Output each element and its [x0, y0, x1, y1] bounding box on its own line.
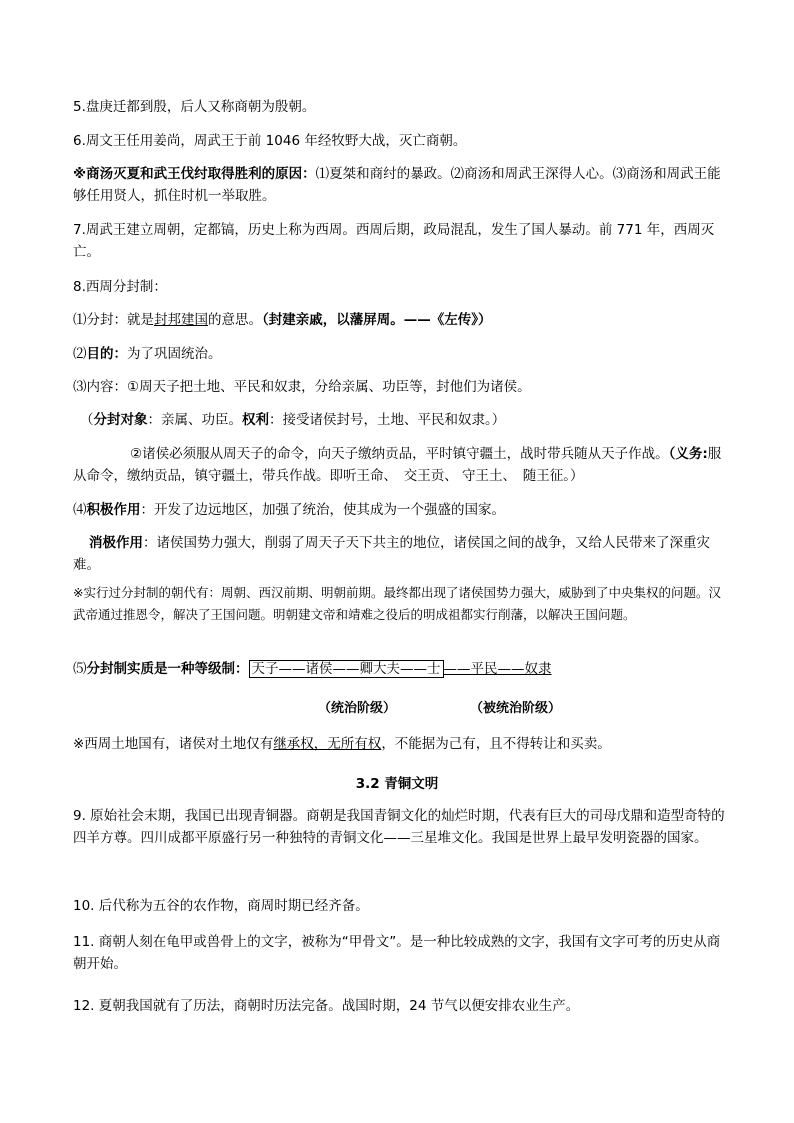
- fengjian-definition: ⑴分封：就是封邦建国的意思。（封建亲戚，以藩屏周。——《左传》）: [73, 312, 492, 328]
- land-ownership: ※西周土地国有，诸侯对土地仅有继承权，无所有权，不能据为己有，且不得转让和买卖。: [73, 736, 611, 752]
- ruling-class-label: （统治阶级）: [318, 701, 397, 716]
- section-heading: 3.2 青铜文明: [355, 776, 439, 792]
- zuozhuan-quote: （封建亲戚，以藩屏周。——《左传》）: [262, 312, 492, 328]
- item-10: 10. 后代称为五谷的农作物，商周时期已经齐备。: [73, 898, 369, 914]
- victory-reasons: [73, 163, 725, 207]
- ruled-class-chain: ——平民——奴隶: [443, 661, 552, 677]
- victory-reasons-body: ⑴夏桀和商纣的暴政。⑵商汤和周武王深得人心。⑶商汤和周武王能够任用贤人，抓住时机一举取胜。: [73, 166, 721, 204]
- fengjian-content: ⑶内容：①周天子把土地、平民和奴隶，分给亲属、功臣等，封他们为诸侯。: [73, 379, 531, 395]
- item-7: 7.周武王建立周朝，定都镐，历史上称为西周。西周后期，政局混乱，发生了国人暴动。前 771 年，西周灭亡。: [73, 222, 715, 260]
- fengjian-term: 封邦建国: [154, 312, 208, 328]
- fengjian-purpose: ⑵目的：为了巩固统治。: [73, 346, 222, 362]
- fengjian-objects: （分封对象：亲属、功臣。权利：接受诸侯封号，土地、平民和奴隶。）: [80, 412, 506, 428]
- dynasties-note: ※实行过分封制的朝代有：周朝、西汉前期、明朝前期。最终都出现了诸侯国势力强大，威胁到了中央集权的问题。汉武帝通过推恩令，解决了王国问题。明朝建文帝和靖难之役后的明成祖都实行削藩，以解决王国问题。: [73, 585, 721, 622]
- victory-reasons-heading: ※商汤灭夏和武王伐纣取得胜利的原因：: [73, 166, 316, 182]
- fengjian-duties: ②诸侯必须服从周天子的命令，向天子缴纳贡品，平时镇守疆土，战时带兵随从天子作战。（义务:服从命令，缴纳贡品，镇守疆土，带兵作战。即听王命、 交王贡、 守王土、 随王征。）: [73, 446, 722, 484]
- item-11: 11. 商朝人刻在龟甲或兽骨上的文字，被称为“甲骨文”。是一种比较成熟的文字，我国有文字可考的历史从商朝开始。: [73, 934, 721, 972]
- ruled-class-label: （被统治阶级）: [470, 701, 562, 716]
- hierarchy: ⑸分封制实质是一种等级制： 天子——诸侯——卿大夫——士 ——平民——奴隶: [73, 661, 552, 677]
- land-rights-term: 继承权，无所有权: [273, 736, 382, 752]
- item-5: 5.盘庚迁都到殷，后人又称商朝为殷朝。: [73, 99, 316, 115]
- item-9: 9. 原始社会末期，我国已出现青铜器。商朝是我国青铜文化的灿烂时期，代表有巨大的司母戊鼎和造型奇特的四羊方尊。四川成都平原盛行另一种独特的青铜文化——三星堆文化。我国是世界上最早发明瓷器的国家。: [73, 808, 725, 846]
- item-6: 6.周文王任用姜尚，周武王于前 1046 年经牧野大战，灭亡商朝。: [73, 133, 467, 149]
- item-8: 8.西周分封制：: [73, 279, 167, 295]
- item-12: 12. 夏朝我国就有了历法，商朝时历法完备。战国时期，24 节气以便安排农业生产。: [73, 998, 580, 1014]
- positive-effect: ⑷积极作用：开发了边远地区，加强了统治，使其成为一个强盛的国家。: [73, 502, 505, 518]
- negative-effect: 消极作用：诸侯国势力强大，削弱了周天子天下共主的地位，诸侯国之间的战争，又给人民带来了深重灾难。: [73, 535, 710, 573]
- ruling-class-box: 天子——诸侯——卿大夫——士: [249, 660, 444, 678]
